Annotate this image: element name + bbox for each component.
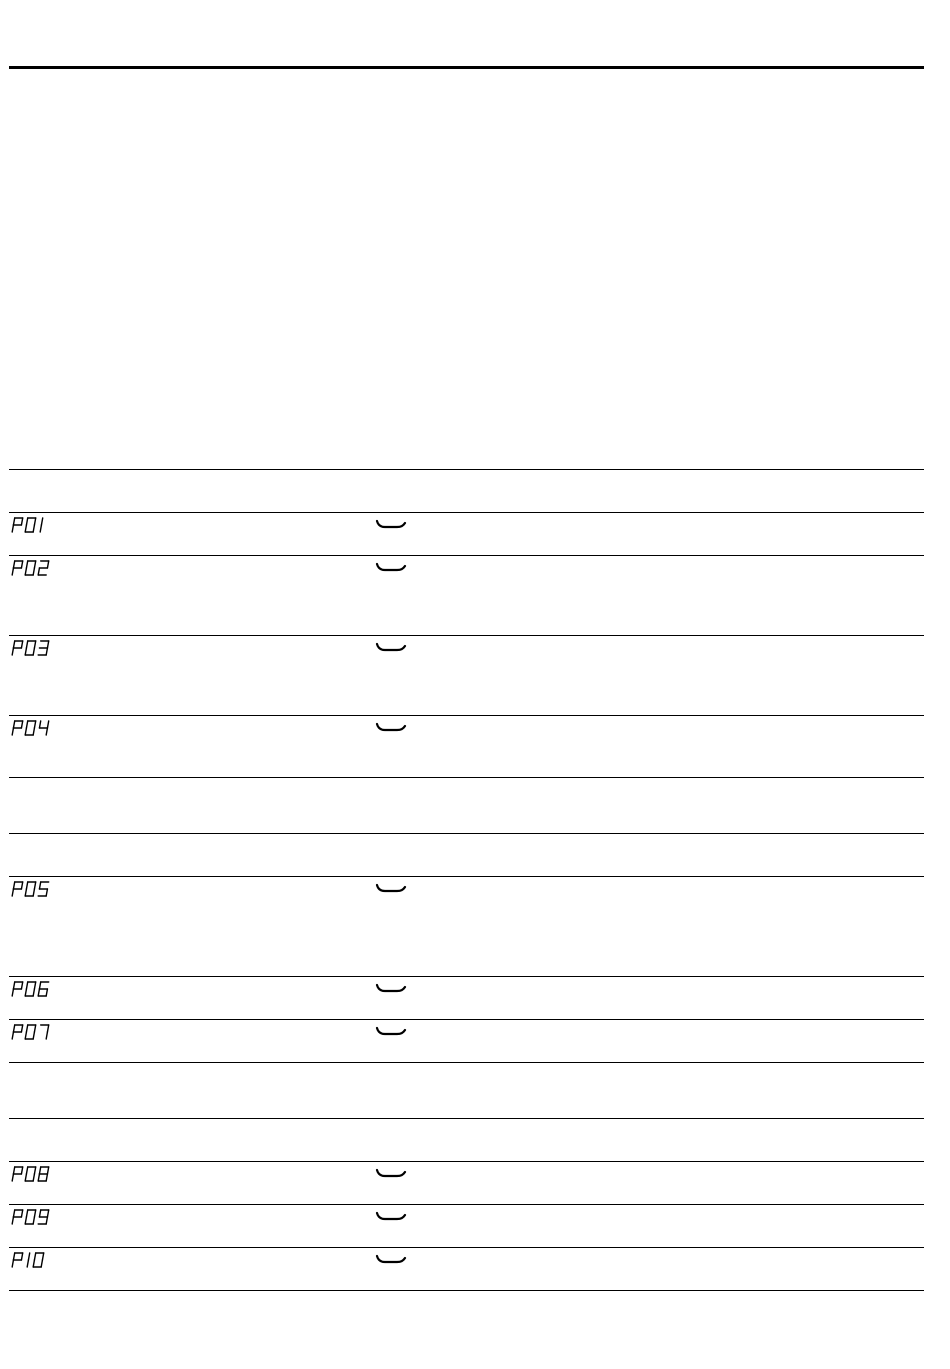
table-rule [9, 1019, 924, 1020]
segment-stroke [33, 889, 34, 896]
segment-stroke [46, 1032, 47, 1039]
brace-icon [375, 722, 407, 734]
segment-stroke [38, 989, 39, 996]
segment-stroke [34, 1210, 35, 1217]
brace-icon [375, 883, 407, 895]
segment-stroke [47, 1210, 48, 1217]
segment-stroke [25, 1032, 26, 1039]
segment-stroke [21, 1253, 22, 1260]
segment-stroke [39, 982, 40, 989]
segment-stroke [21, 1025, 22, 1032]
program-code-p06 [11, 980, 55, 1000]
brace-icon [375, 1211, 407, 1223]
segment-stroke [25, 648, 26, 655]
brace-icon [375, 1026, 407, 1038]
segment-stroke [47, 1167, 48, 1174]
brace-icon [375, 562, 407, 574]
program-code-p02 [11, 559, 55, 579]
segment-stroke [13, 721, 14, 728]
segment-stroke [21, 1167, 22, 1174]
segment-stroke [33, 1260, 34, 1267]
program-code-p07 [11, 1023, 55, 1043]
segment-stroke [33, 1174, 34, 1181]
table-rule [9, 1290, 924, 1291]
brace-stroke [377, 885, 405, 891]
segment-stroke [46, 1217, 47, 1224]
segment-stroke [26, 1210, 27, 1217]
brace-stroke [377, 521, 405, 527]
segment-stroke [12, 1032, 13, 1039]
segment-stroke [21, 1210, 22, 1217]
segment-stroke [34, 1253, 35, 1260]
table-rule [9, 777, 924, 778]
program-code-p04 [11, 719, 55, 739]
segment-stroke [25, 889, 26, 896]
segment-stroke [28, 1253, 29, 1260]
program-code-p03 [11, 639, 55, 659]
segment-stroke [13, 1025, 14, 1032]
segment-stroke [46, 989, 47, 996]
segment-stroke [13, 641, 14, 648]
segment-stroke [26, 1025, 27, 1032]
segment-stroke [38, 1174, 39, 1181]
segment-stroke [34, 982, 35, 989]
segment-stroke [12, 1174, 13, 1181]
table-rule [9, 1118, 924, 1119]
segment-stroke [12, 525, 13, 532]
segment-stroke [33, 1032, 34, 1039]
segment-stroke [25, 568, 26, 575]
segment-stroke [12, 568, 13, 575]
segment-stroke [33, 728, 34, 735]
brace-icon [375, 983, 407, 995]
segment-stroke [26, 561, 27, 568]
segment-stroke [33, 525, 34, 532]
brace-icon [375, 519, 407, 531]
program-code-p08 [11, 1165, 55, 1185]
program-code-p05 [11, 880, 55, 900]
program-code-p09 [11, 1208, 55, 1228]
segment-stroke [12, 1260, 13, 1267]
segment-stroke [47, 561, 48, 568]
segment-stroke [13, 1253, 14, 1260]
table-rule [9, 1247, 924, 1248]
segment-stroke [41, 518, 42, 525]
brace-stroke [377, 644, 405, 650]
segment-stroke [25, 1217, 26, 1224]
table-rule [9, 469, 924, 470]
segment-stroke [34, 1167, 35, 1174]
segment-stroke [21, 882, 22, 889]
top-rule [9, 66, 924, 69]
segment-stroke [33, 568, 34, 575]
segment-stroke [26, 518, 27, 525]
segment-stroke [47, 1025, 48, 1032]
table-rule [9, 1204, 924, 1205]
brace-icon [375, 1254, 407, 1266]
brace-stroke [377, 985, 405, 991]
segment-stroke [12, 648, 13, 655]
segment-stroke [12, 1217, 13, 1224]
segment-stroke [39, 721, 40, 728]
segment-stroke [26, 882, 27, 889]
segment-stroke [34, 561, 35, 568]
brace-stroke [377, 724, 405, 730]
segment-stroke [26, 721, 27, 728]
segment-stroke [47, 721, 48, 728]
segment-stroke [39, 1210, 40, 1217]
segment-stroke [34, 1025, 35, 1032]
segment-stroke [25, 989, 26, 996]
segment-stroke [46, 648, 47, 655]
table-rule [9, 833, 924, 834]
segment-stroke [34, 721, 35, 728]
segment-stroke [21, 518, 22, 525]
segment-stroke [27, 1260, 28, 1267]
brace-icon [375, 642, 407, 654]
segment-stroke [25, 525, 26, 532]
brace-stroke [377, 1028, 405, 1034]
brace-icon [375, 1168, 407, 1180]
segment-stroke [13, 1210, 14, 1217]
segment-stroke [13, 561, 14, 568]
segment-stroke [12, 989, 13, 996]
segment-stroke [26, 1167, 27, 1174]
segment-stroke [33, 1217, 34, 1224]
segment-stroke [42, 1253, 43, 1260]
program-code-p01 [11, 516, 55, 536]
segment-stroke [33, 648, 34, 655]
segment-stroke [46, 889, 47, 896]
segment-stroke [13, 518, 14, 525]
segment-stroke [13, 1167, 14, 1174]
segment-stroke [34, 882, 35, 889]
segment-stroke [39, 1167, 40, 1174]
segment-stroke [25, 728, 26, 735]
segment-stroke [12, 728, 13, 735]
program-code-p10 [11, 1251, 55, 1271]
segment-stroke [13, 982, 14, 989]
segment-stroke [21, 982, 22, 989]
segment-stroke [41, 1260, 42, 1267]
segment-stroke [21, 721, 22, 728]
segment-stroke [21, 561, 22, 568]
segment-stroke [46, 1174, 47, 1181]
brace-stroke [377, 1170, 405, 1176]
table-rule [9, 976, 924, 977]
table-rule [9, 512, 924, 513]
segment-stroke [21, 641, 22, 648]
segment-stroke [25, 1174, 26, 1181]
brace-stroke [377, 564, 405, 570]
table-rule [9, 635, 924, 636]
segment-stroke [26, 982, 27, 989]
table-rule [9, 715, 924, 716]
segment-stroke [33, 989, 34, 996]
segment-stroke [26, 641, 27, 648]
table-rule [9, 876, 924, 877]
segment-stroke [47, 641, 48, 648]
brace-stroke [377, 1213, 405, 1219]
table-rule [9, 1161, 924, 1162]
segment-stroke [13, 882, 14, 889]
segment-stroke [34, 518, 35, 525]
table-rule [9, 555, 924, 556]
segment-stroke [46, 728, 47, 735]
segment-stroke [40, 525, 41, 532]
segment-stroke [39, 882, 40, 889]
table-rule [9, 1062, 924, 1063]
segment-stroke [38, 568, 39, 575]
segment-stroke [34, 641, 35, 648]
brace-stroke [377, 1256, 405, 1262]
segment-stroke [12, 889, 13, 896]
